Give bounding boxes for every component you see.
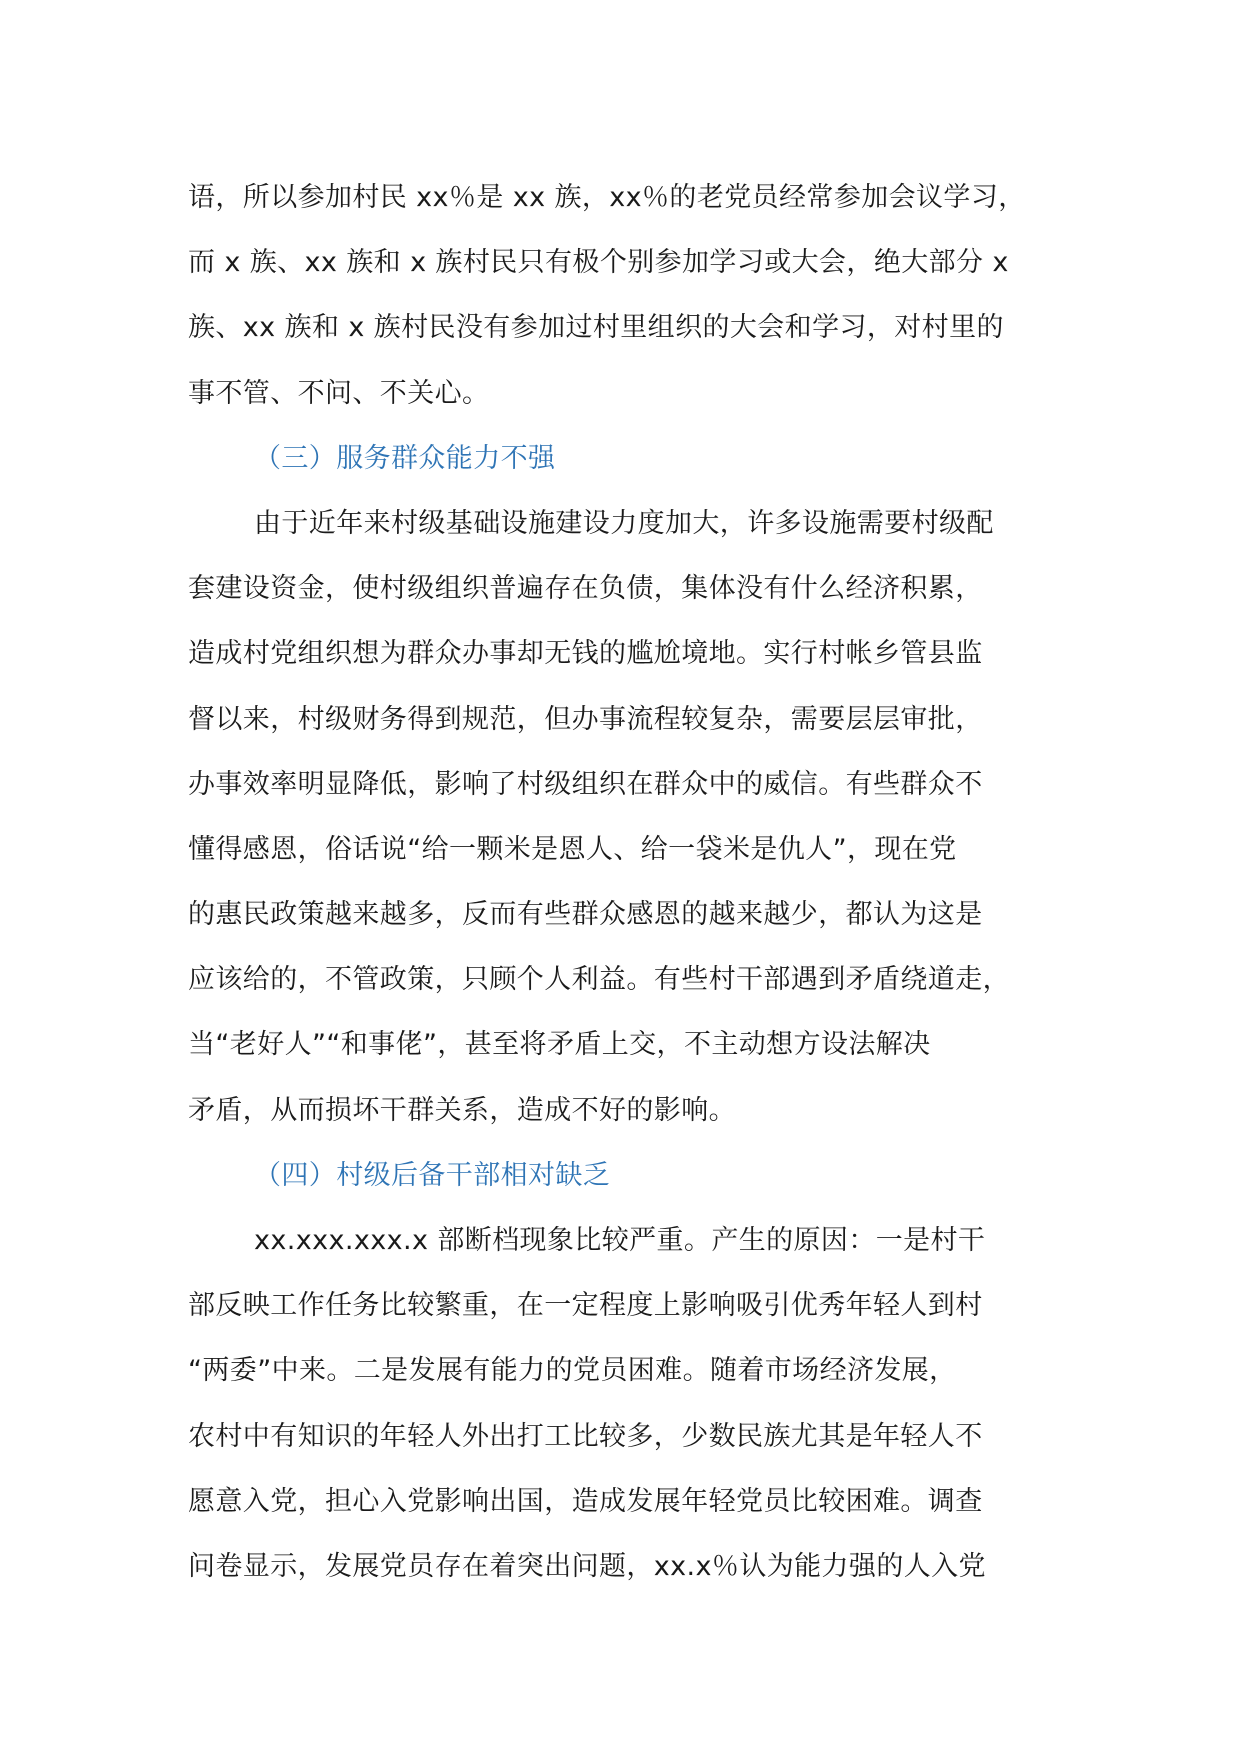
body-line: 应该给的，不管政策，只顾个人利益。有些村干部遇到矛盾绕道走， — [188, 964, 1010, 996]
body-line: 农村中有知识的年轻人外出打工比较多，少数民族尤其是年轻人不 — [188, 1420, 983, 1452]
body-line: 造成村党组织想为群众办事却无钱的尴尬境地。实行村帐乡管县监 — [188, 638, 983, 670]
body-line: 督以来，村级财务得到规范，但办事流程较复杂，需要层层审批， — [188, 703, 983, 735]
body-line: 当“老好人”“和事佬”，甚至将矛盾上交，不主动想方设法解决 — [188, 1029, 931, 1061]
body-line: 懂得感恩，俗话说“给一颗米是恩人、给一袋米是仇人”，现在党 — [188, 833, 957, 865]
paragraph-first-line: 由于近年来村级基础设施建设力度加大，许多设施需要村级配 — [254, 507, 994, 539]
body-line: 部反映工作任务比较繁重，在一定程度上影响吸引优秀年轻人到村 — [188, 1290, 983, 1322]
body-line: 矛盾，从而损坏干群关系，造成不好的影响。 — [188, 1094, 736, 1126]
body-line: 套建设资金，使村级组织普遍存在负债，集体没有什么经济积累， — [188, 573, 983, 605]
body-line: 办事效率明显降低，影响了村级组织在群众中的威信。有些群众不 — [188, 768, 983, 800]
body-line: “两委”中来。二是发展有能力的党员困难。随着市场经济发展， — [188, 1355, 957, 1387]
body-line: 事不管、不问、不关心。 — [188, 377, 490, 409]
body-line: 语，所以参加村民 xx％是 xx 族，xx％的老党员经常参加会议学习， — [188, 182, 1026, 213]
body-line: 的惠民政策越来越多，反而有些群众感恩的越来越少，都认为这是 — [188, 899, 983, 931]
body-line: 愿意入党，担心入党影响出国，造成发展年轻党员比较困难。调查 — [188, 1485, 983, 1517]
section-heading-4: （四）村级后备干部相对缺乏 — [254, 1159, 611, 1191]
body-line: 族、xx 族和 x 族村民没有参加过村里组织的大会和学习，对村里的 — [188, 312, 1004, 344]
body-line: 而 x 族、xx 族和 x 族村民只有极个别参加学习或大会，绝大部分 x — [188, 247, 1009, 279]
paragraph-first-line: xx.xxx.xxx.x 部断档现象比较严重。产生的原因：一是村干 — [254, 1225, 986, 1256]
body-line: 问卷显示，发展党员存在着突出问题，xx.x％认为能力强的人入党 — [188, 1550, 986, 1582]
section-heading-3: （三）服务群众能力不强 — [254, 442, 556, 474]
document-body — [188, 165, 1088, 1599]
